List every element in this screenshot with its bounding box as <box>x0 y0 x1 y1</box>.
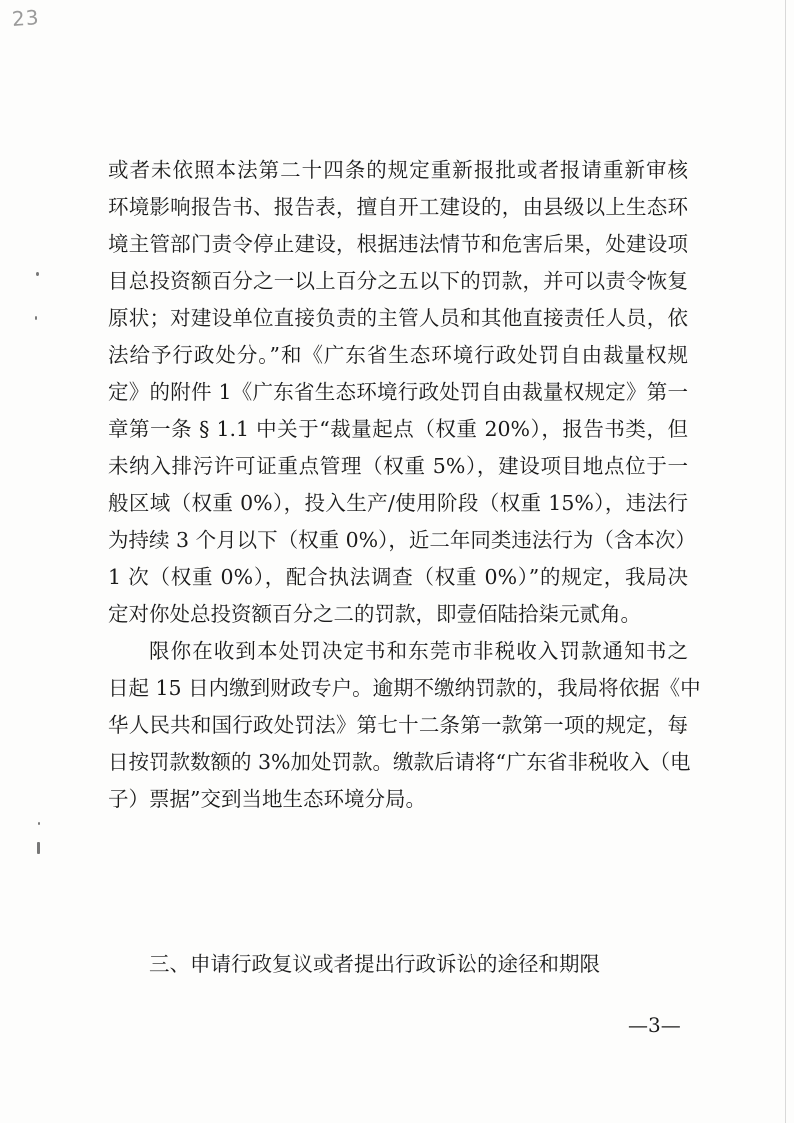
text-line: 法给予行政处分。”和《广东省生态环境行政处罚自由裁量权规 <box>108 343 688 367</box>
scan-speck <box>36 272 39 276</box>
text-line: 环境影响报告书、报告表，擅自开工建设的，由县级以上生态环 <box>108 195 688 219</box>
text-line: 定对你处总投资额百分之二的罚款，即壹佰陆拾柒元贰角。 <box>108 602 641 626</box>
text-line: 章第一条 § 1.1 中关于“裁量起点（权重 20%），报告书类，但 <box>108 417 688 441</box>
paragraph-first-line: 限你在收到本处罚决定书和东莞市非税收入罚款通知书之 <box>149 639 688 663</box>
text-line: 般区域（权重 0%），投入生产/使用阶段（权重 15%），违法行 <box>108 491 688 515</box>
page-edge-line <box>785 0 786 1123</box>
text-line: 原状；对建设单位直接负责的主管人员和其他直接责任人员，依 <box>108 306 688 330</box>
text-line: 未纳入排污许可证重点管理（权重 5%），建设项目地点位于一 <box>108 454 688 478</box>
page-number: —3— <box>628 1013 681 1037</box>
text-line: 1 次（权重 0%），配合执法调查（权重 0%）”的规定，我局决 <box>108 565 688 589</box>
text-line: 或者未依照本法第二十四条的规定重新报批或者报请重新审核 <box>108 158 688 182</box>
scan-speck <box>35 316 37 320</box>
text-line: 境主管部门责令停止建设，根据违法情节和危害后果，处建设项 <box>108 232 688 256</box>
handwritten-page-mark: 23 <box>11 5 41 31</box>
text-line: 定》的附件 1《广东省生态环境行政处罚自由裁量权规定》第一 <box>108 380 688 404</box>
text-line: 日按罚款数额的 3%加处罚款。缴款后请将“广东省非税收入（电 <box>108 750 691 774</box>
text-line: 目总投资额百分之一以上百分之五以下的罚款，并可以责令恢复 <box>108 269 688 293</box>
body-text <box>108 152 701 818</box>
scan-speck <box>38 822 40 825</box>
scan-speck <box>37 842 40 854</box>
section-heading: 三、申请行政复议或者提出行政诉讼的途径和期限 <box>149 952 600 976</box>
text-line: 子）票据”交到当地生态环境分局。 <box>108 787 426 811</box>
text-line: 华人民共和国行政处罚法》第七十二条第一款第一项的规定，每 <box>108 713 688 737</box>
text-line: 日起 15 日内缴到财政专户。逾期不缴纳罚款的，我局将依据《中 <box>108 676 701 700</box>
text-line: 为持续 3 个月以下（权重 0%），近二年同类违法行为（含本次） <box>108 528 696 552</box>
